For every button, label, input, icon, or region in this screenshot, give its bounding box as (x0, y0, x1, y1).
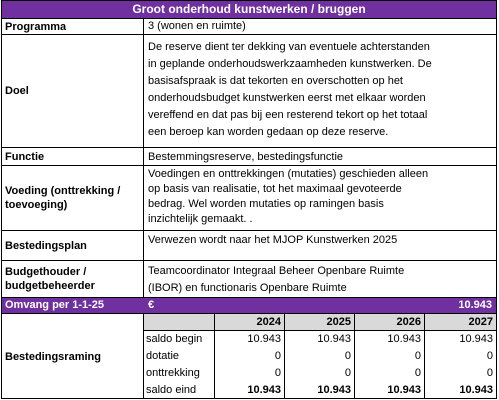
cell-value: 10.943 (387, 384, 421, 396)
row-value: Bestemmingsreserve, bestedingsfunctie (148, 151, 344, 163)
cell-value: 10.943 (247, 384, 281, 396)
row-doel (2, 34, 496, 147)
cell-value: 10.943 (459, 384, 493, 396)
cell-value: 0 (344, 367, 351, 379)
cell-value: 10.943 (459, 333, 493, 345)
row-label: Programma (2, 19, 144, 34)
row-label: Functie (2, 148, 144, 165)
omvang-value: 10.943 (458, 299, 492, 311)
raming-label: Bestedingsraming (2, 314, 144, 399)
cell-value: 0 (274, 367, 281, 379)
row-value: De reserve dient ter dekking van eventuele achterstanden in geplande onderhoudswerkzaamheden kunstwerken. De basisafspraak is dat tekorten en overschotten op het onderhoudsbudget kunstwerken eerst met elkaar worden vereffend en dat pas bij een resterend tekort op het totaal een beroep kan worden gedaan op deze reserve. (148, 41, 432, 138)
omvang-label: Omvang per 1-1-25 (5, 299, 105, 311)
row-value: Voedingen en onttrekkingen (mutaties) geschieden alleen op basis van realisatie, tot het maximaal gevoteerde bedrag. Wel worden mutaties op ramingen basis inzichtelijk gemaakt. . (148, 168, 429, 225)
cell-value: 10.943 (317, 333, 351, 345)
row-bestedingsplan (2, 230, 496, 260)
bestedingsraming-section (2, 313, 496, 399)
cell-value: 0 (414, 350, 421, 362)
year-header: 2025 (326, 316, 351, 328)
row-label: Budgethouder / budgetbeheerder (2, 261, 144, 297)
line-label: saldo begin (146, 333, 203, 345)
cell-value: 10.943 (247, 333, 281, 345)
row-label: Bestedingsplan (2, 231, 144, 260)
currency-symbol: € (148, 299, 155, 311)
cell-value: 0 (414, 367, 421, 379)
raming-grid (144, 314, 496, 399)
sheet-title: Groot onderhoud kunstwerken / bruggen (2, 1, 496, 18)
omvang-row (2, 297, 496, 314)
row-value: Teamcoordinator Integraal Beheer Openbare Ruimte (IBOR) en functionaris Openbare Ruimte (148, 265, 405, 294)
cell-value: 10.943 (387, 333, 421, 345)
year-header: 2024 (256, 316, 281, 328)
year-header: 2026 (396, 316, 421, 328)
row-budgethouder (2, 260, 496, 297)
line-label: dotatie (146, 350, 180, 362)
reserve-sheet (1, 0, 497, 399)
line-label: saldo eind (146, 384, 197, 396)
cell-value: 0 (486, 350, 493, 362)
row-programma (2, 18, 496, 34)
line-label: onttrekking (146, 367, 200, 379)
row-label: Doel (2, 35, 144, 147)
row-value: Verwezen wordt naar het MJOP Kunstwerken 2025 (148, 234, 398, 246)
row-value: 3 (wonen en ruimte) (148, 20, 246, 32)
row-functie (2, 147, 496, 165)
cell-value: 0 (274, 350, 281, 362)
cell-value: 0 (344, 350, 351, 362)
row-label: Voeding (onttrekking / toevoeging) (2, 166, 144, 230)
cell-value: 0 (486, 367, 493, 379)
cell-value: 10.943 (317, 384, 351, 396)
year-header: 2027 (468, 316, 493, 328)
row-voeding (2, 165, 496, 230)
